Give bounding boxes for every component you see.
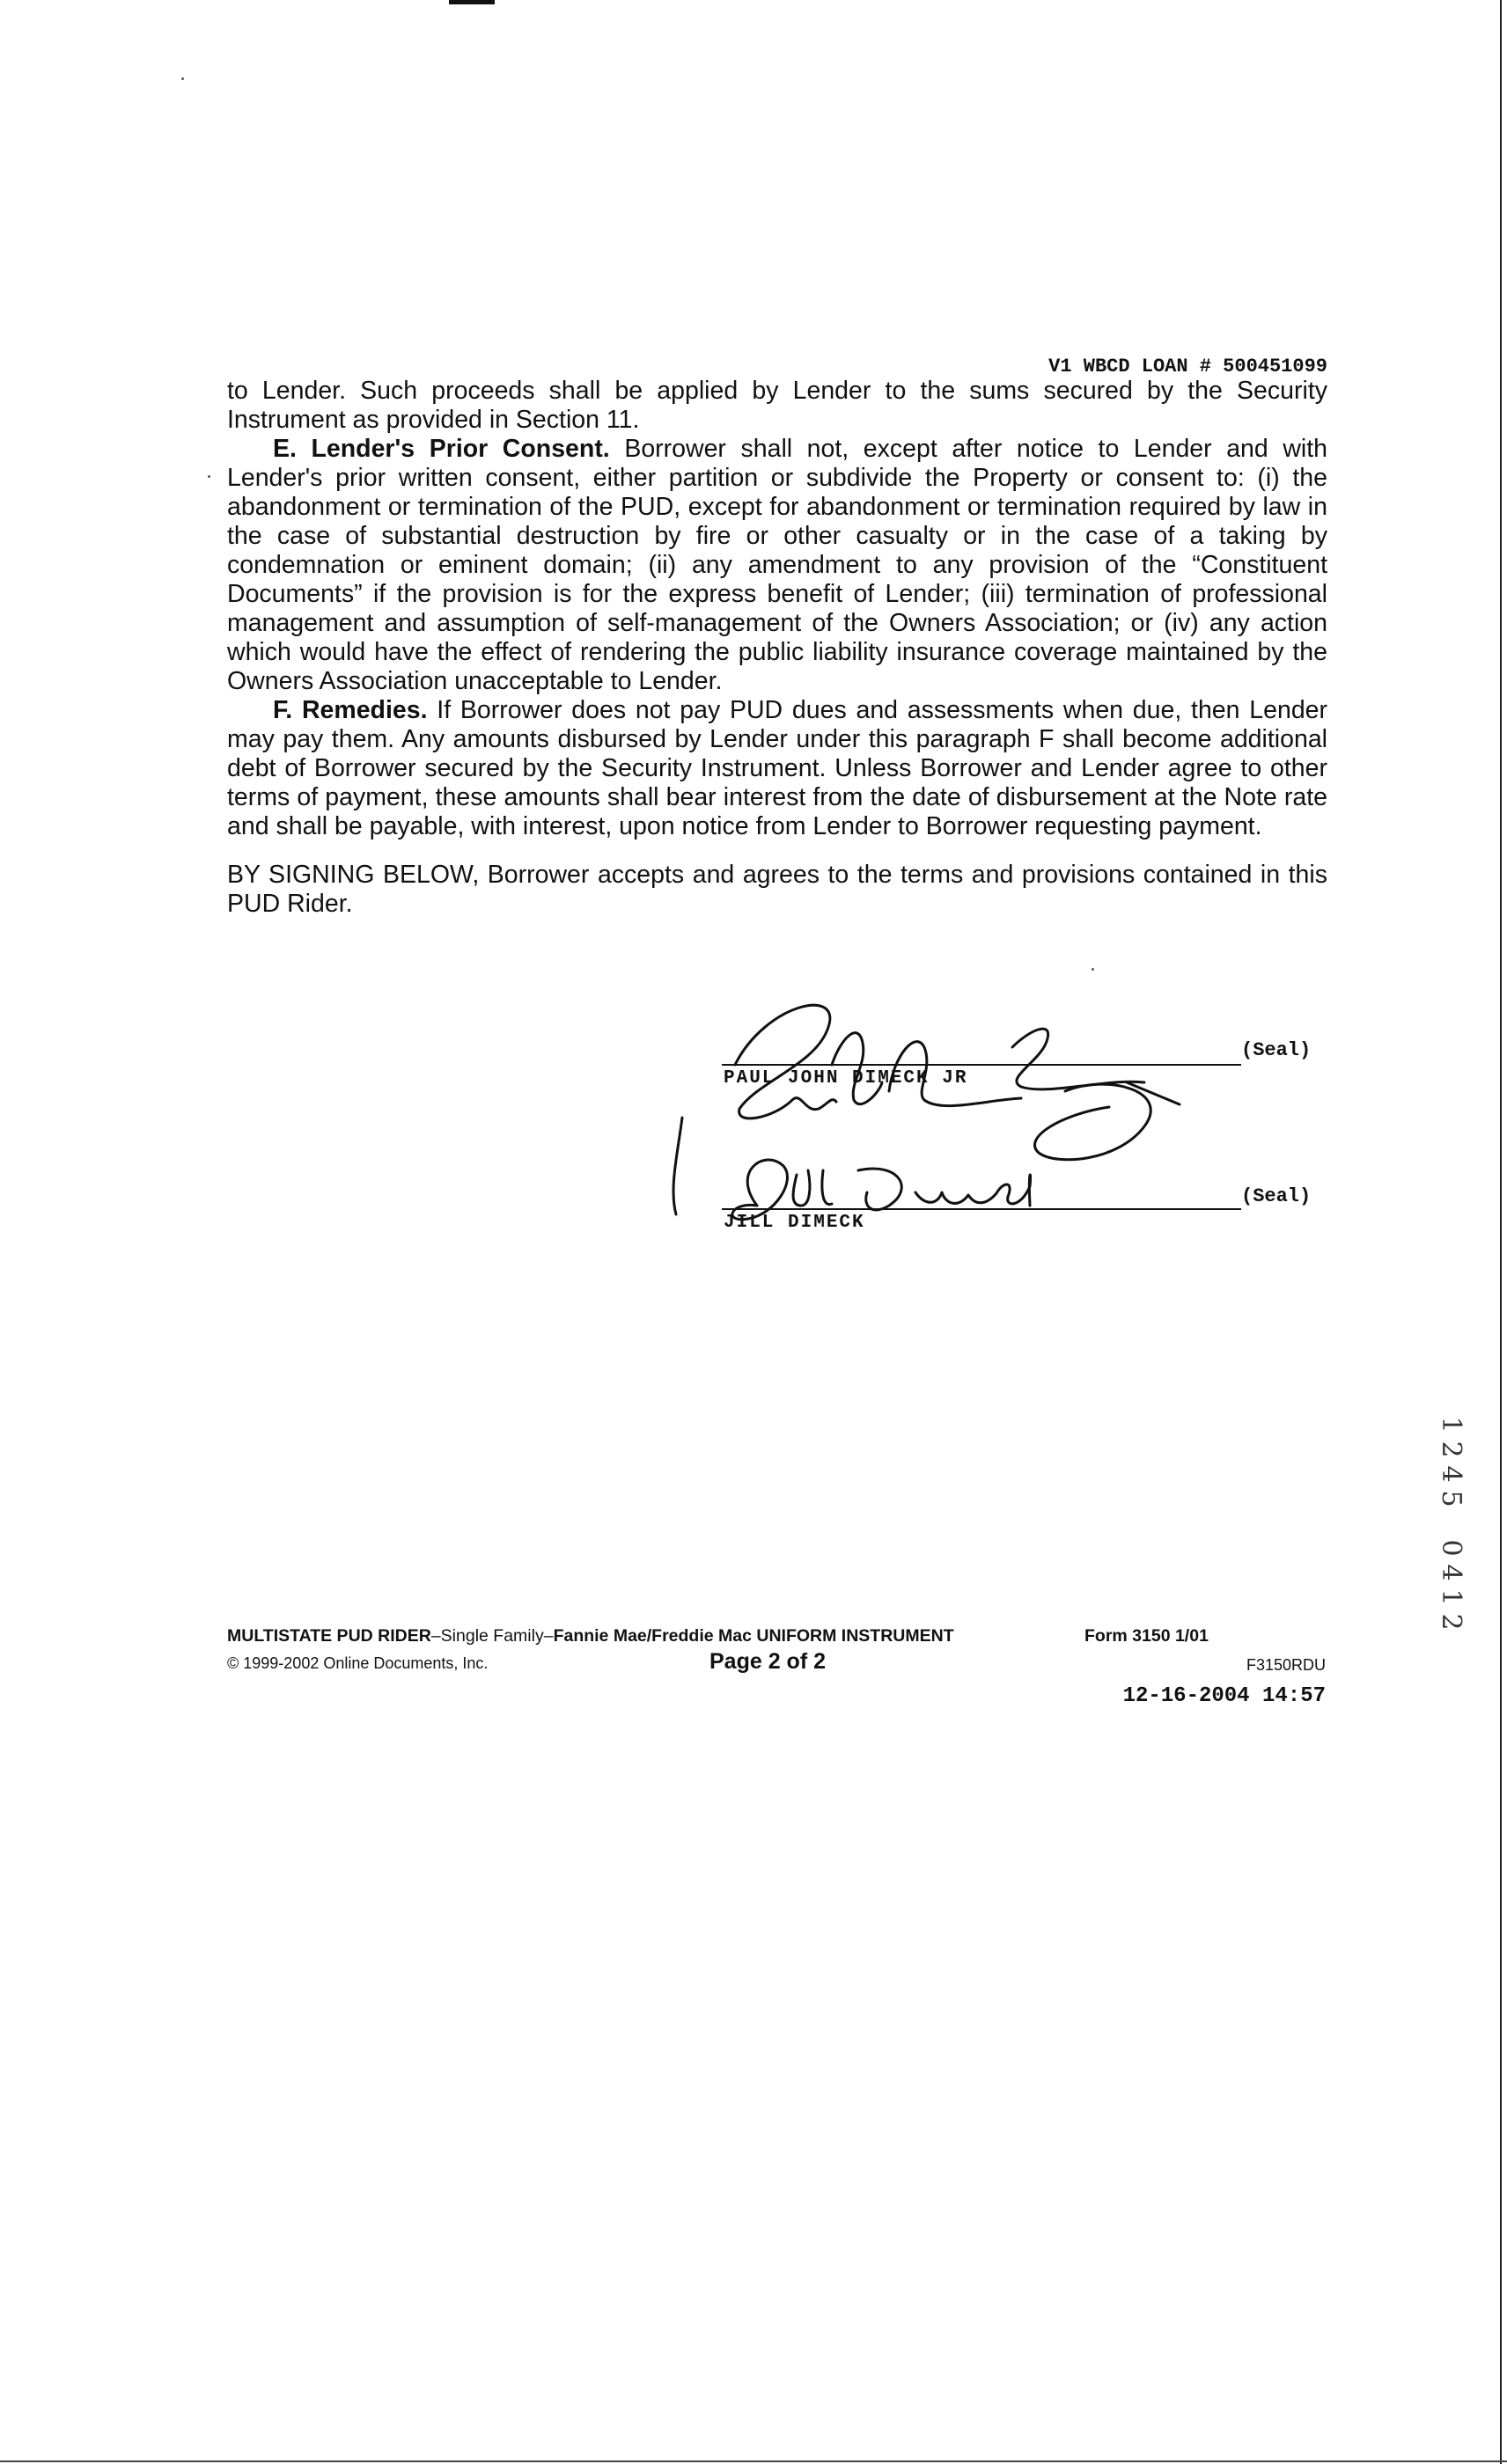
- signature-stroke: [793, 1170, 810, 1206]
- signature-line-2: [722, 1208, 1241, 1210]
- section-e-title: E. Lender's Prior Consent.: [273, 435, 610, 463]
- signing-statement: BY SIGNING BELOW, Borrower accepts and agrees to the terms and provisions contained in this PUD Rider.: [227, 861, 1327, 918]
- signer-name-2: JILL DIMECK: [724, 1213, 865, 1233]
- footer-form-title: [227, 1626, 954, 1646]
- stamp-glyph: 1: [1436, 1416, 1467, 1434]
- footer-datetime: 12-16-2004 14:57: [1122, 1684, 1326, 1708]
- stamp-glyph: 4: [1436, 1465, 1467, 1483]
- loan-reference: V1 WBCD LOAN # 500451099: [1048, 356, 1327, 378]
- footer-title-bold: MULTISTATE PUD RIDER: [227, 1626, 431, 1646]
- paragraph-proceeds: to Lender. Such proceeds shall be applied by Lender to the sums secured by the Security Instrument as provided in Section 11.: [227, 377, 1327, 434]
- page-edge-bottom: [0, 2460, 1507, 2462]
- signature-stroke: [732, 1160, 788, 1220]
- section-f: [227, 696, 1327, 841]
- signature-stroke: [822, 1170, 832, 1205]
- section-f-title: F. Remedies.: [273, 696, 428, 724]
- signature-stroke: [1127, 1082, 1180, 1104]
- footer-form-number: Form 3150 1/01: [1084, 1626, 1209, 1646]
- signature-stroke: [858, 1169, 901, 1210]
- stamp-glyph: 1: [1436, 1588, 1467, 1606]
- stamp-glyph: 0: [1436, 1539, 1467, 1557]
- signer-name-1: PAUL JOHN DIMECK JR: [724, 1068, 968, 1089]
- stamp-glyph: 4: [1436, 1564, 1467, 1581]
- stamp-glyph: 2: [1436, 1613, 1467, 1631]
- scan-speck: [208, 475, 210, 478]
- stamp-glyph: 2: [1436, 1441, 1467, 1458]
- signature-stroke: [915, 1175, 1031, 1206]
- recording-stamp: [1433, 1412, 1468, 1634]
- scan-speck: [181, 77, 184, 80]
- signature-line-1: [722, 1064, 1241, 1066]
- seal-label-2: (Seal): [1241, 1185, 1312, 1207]
- footer-code: F3150RDU: [1246, 1656, 1326, 1674]
- signature-stroke: [735, 1005, 836, 1118]
- scan-mark: [449, 0, 495, 4]
- seal-label-1: (Seal): [1241, 1039, 1312, 1061]
- footer-copyright: © 1999-2002 Online Documents, Inc.: [227, 1654, 489, 1672]
- stamp-glyph: 5: [1436, 1490, 1467, 1507]
- signature-stroke: [673, 1118, 682, 1214]
- signature-stroke: [1012, 1029, 1144, 1089]
- section-e-text: Borrower shall not, except after notice to Lender and with Lender's prior written consent, either partition or subdivide the Property or consent to: (i) the abandonment or termination of the PUD, except for abandonment or termination required by law in the case of substantial destruction by fire or other casualty or in the case of a taking by condemnation or eminent domain; (ii) any amendment to any provision of the “Constituent Documents” if the provision is for the express benefit of Lender; (iii) termination of professional management and assumption of self-management of the Owners Association; or (iv) any action which would have the effect of rendering the public liability insurance coverage maintained by the Owners Association unacceptable to Lender.: [227, 435, 1328, 695]
- signature-stroke: [1034, 1084, 1150, 1160]
- section-e: [227, 435, 1327, 696]
- footer-title-middle: –Single Family–: [430, 1626, 554, 1646]
- section-f-text: If Borrower does not pay PUD dues and assessments when due, then Lender may pay them. Any amounts disbursed by Lender under this paragraph F shall become additional debt of Borrower secured by the Security Instrument. Unless Borrower and Lender agree to other terms of payment, these amounts shall bear interest from the date of disbursement at the Note rate and shall be payable, with interest, upon notice from Lender to Borrower requesting payment.: [227, 696, 1328, 840]
- page-edge: [1500, 0, 1502, 2464]
- handwritten-signatures: [651, 950, 1232, 1250]
- footer-title-rest: Fannie Mae/Freddie Mac UNIFORM INSTRUMENT: [553, 1626, 954, 1646]
- document-body: [227, 377, 1327, 919]
- page-number: Page 2 of 2: [709, 1649, 826, 1674]
